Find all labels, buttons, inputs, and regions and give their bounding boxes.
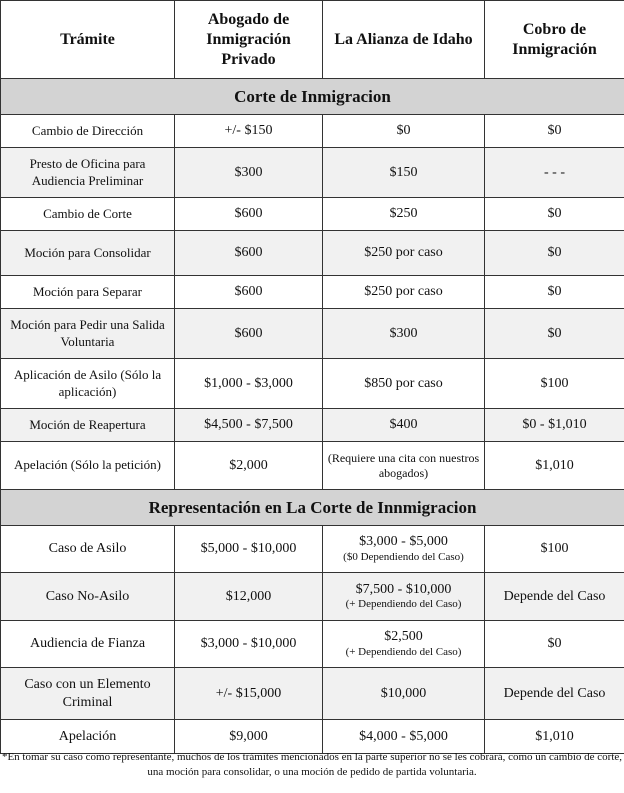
tramite-cell: Apelación	[1, 720, 175, 754]
table-row	[1, 148, 624, 198]
table-row	[1, 309, 624, 359]
section-header-corte	[1, 79, 624, 115]
alianza-note: ($0 Dependiendo del Caso)	[343, 550, 464, 563]
header-row	[1, 1, 624, 79]
privado-cell: $600	[175, 309, 323, 359]
header-cobro-inmigracion: Cobro de Inmigración	[485, 1, 624, 79]
privado-cell: $1,000 - $3,000	[175, 359, 323, 409]
section-header-representacion	[1, 490, 624, 526]
alianza-cell: $10,000	[323, 668, 485, 720]
cobro-cell: $0	[485, 276, 624, 309]
cobro-cell: - - -	[485, 148, 624, 198]
tramite-cell: Caso No-Asilo	[1, 573, 175, 621]
tramite-cell: Moción de Reapertura	[1, 409, 175, 442]
alianza-cell: $250	[323, 198, 485, 231]
privado-cell: $600	[175, 231, 323, 276]
privado-cell: $300	[175, 148, 323, 198]
header-alianza-idaho: La Alianza de Idaho	[323, 1, 485, 79]
alianza-cell: $300	[323, 309, 485, 359]
table-row	[1, 573, 624, 621]
cobro-cell: $1,010	[485, 720, 624, 754]
table-row	[1, 115, 624, 148]
tramite-cell: Cambio de Dirección	[1, 115, 175, 148]
table-row	[1, 231, 624, 276]
alianza-cell: $150	[323, 148, 485, 198]
privado-cell: $600	[175, 198, 323, 231]
tramite-cell: Moción para Separar	[1, 276, 175, 309]
section-title: Corte de Inmigracion	[1, 79, 624, 115]
tramite-cell: Apelación (Sólo la petición)	[1, 442, 175, 490]
privado-cell: $600	[175, 276, 323, 309]
cobro-cell: Depende del Caso	[485, 573, 624, 621]
alianza-cell: $400	[323, 409, 485, 442]
alianza-cell: $4,000 - $5,000	[323, 720, 485, 754]
cobro-cell: $100	[485, 526, 624, 573]
privado-cell: $9,000	[175, 720, 323, 754]
alianza-amount: $7,500 - $10,000	[355, 581, 452, 597]
tramite-cell: Caso con un Elemento Criminal	[1, 668, 175, 720]
alianza-amount: $3,000 - $5,000	[359, 534, 448, 550]
tramite-cell: Aplicación de Asilo (Sólo la aplicación)	[1, 359, 175, 409]
alianza-note: (+ Dependiendo del Caso)	[345, 598, 462, 611]
tramite-cell: Cambio de Corte	[1, 198, 175, 231]
header-tramite: Trámite	[1, 1, 175, 79]
table-row	[1, 720, 624, 754]
cobro-cell: $0	[485, 309, 624, 359]
tramite-cell: Moción para Pedir una Salida Voluntaria	[1, 309, 175, 359]
table-row	[1, 668, 624, 720]
cobro-cell: Depende del Caso	[485, 668, 624, 720]
table-row	[1, 526, 624, 573]
cobro-cell: $0	[485, 621, 624, 668]
table-row	[1, 621, 624, 668]
footnote: *En tomar su caso como representante, muchos de los trámites mencionados en la parte superior no se les cobrará, como un cambio de corte, una moción para consolidar, o una moción de pedido de partida voluntaria.	[1, 751, 623, 778]
cobro-cell: $0 - $1,010	[485, 409, 624, 442]
alianza-cell: $0	[323, 115, 485, 148]
cobro-cell: $0	[485, 115, 624, 148]
privado-cell: $5,000 - $10,000	[175, 526, 323, 573]
cobro-cell: $1,010	[485, 442, 624, 490]
table-row	[1, 409, 624, 442]
alianza-cell: $250 por caso	[323, 276, 485, 309]
privado-cell: +/- $15,000	[175, 668, 323, 720]
privado-cell: $4,500 - $7,500	[175, 409, 323, 442]
section-title: Representación en La Corte de Innmigracion	[1, 490, 624, 526]
alianza-cell: $250 por caso	[323, 231, 485, 276]
tramite-cell: Audiencia de Fianza	[1, 621, 175, 668]
alianza-cell	[323, 573, 485, 621]
cobro-cell: $0	[485, 198, 624, 231]
privado-cell: $12,000	[175, 573, 323, 621]
cobro-cell: $100	[485, 359, 624, 409]
tramite-cell: Caso de Asilo	[1, 526, 175, 573]
alianza-cell: (Requiere una cita con nuestros abogados)	[323, 442, 485, 490]
alianza-amount: $2,500	[384, 629, 423, 645]
tramite-cell: Presto de Oficina para Audiencia Preliminar	[1, 148, 175, 198]
alianza-cell	[323, 526, 485, 573]
alianza-cell	[323, 621, 485, 668]
table-row	[1, 442, 624, 490]
table-row	[1, 359, 624, 409]
table-row	[1, 276, 624, 309]
cobro-cell: $0	[485, 231, 624, 276]
alianza-note: (+ Dependiendo del Caso)	[345, 645, 462, 658]
table-row	[1, 198, 624, 231]
privado-cell: +/- $150	[175, 115, 323, 148]
header-abogado-privado: Abogado de Inmigración Privado	[175, 1, 323, 79]
privado-cell: $2,000	[175, 442, 323, 490]
alianza-cell: $850 por caso	[323, 359, 485, 409]
privado-cell: $3,000 - $10,000	[175, 621, 323, 668]
tramite-cell: Moción para Consolidar	[1, 231, 175, 276]
